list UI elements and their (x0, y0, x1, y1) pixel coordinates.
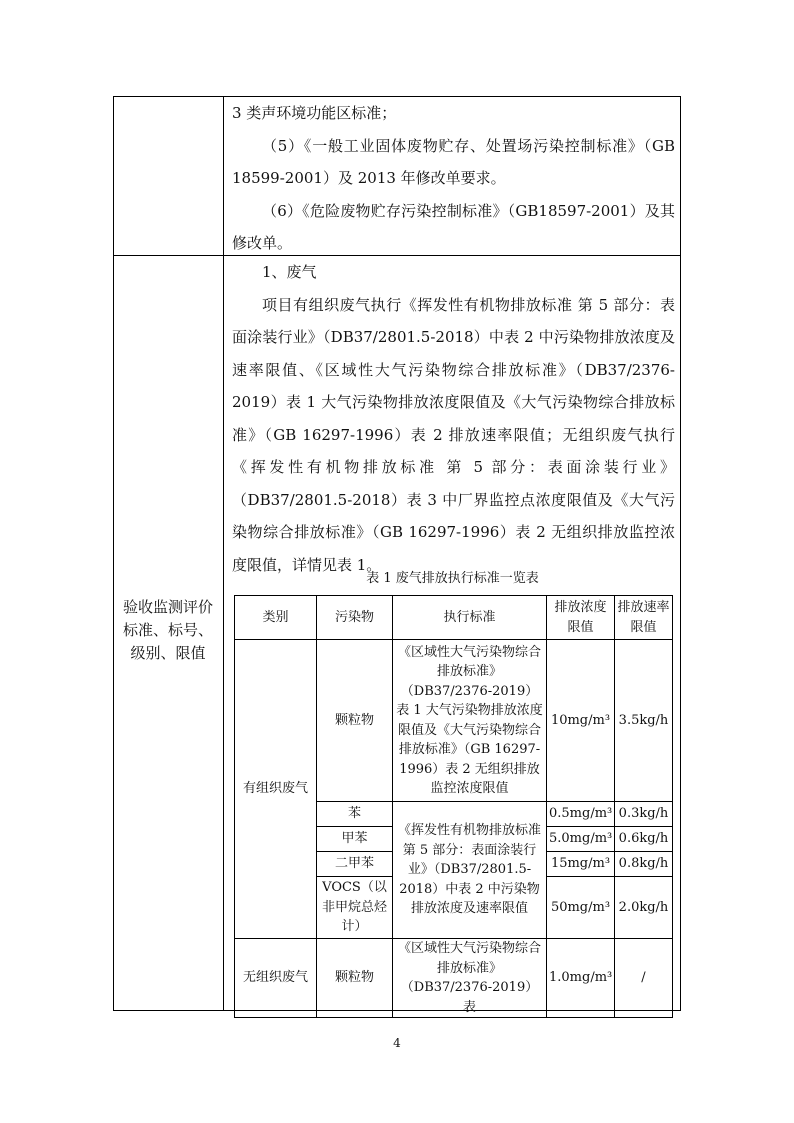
section-heading: 1、废气 (262, 263, 317, 281)
table-header-row (235, 596, 673, 640)
top-cell-item5: （5）《一般工业固体废物贮存、处置场污染控制标准》（GB 18599-2001）及 2013 年修改单要求。 (232, 136, 675, 187)
pollutant-cell: VOCS（以非甲烷总烃计） (317, 877, 393, 939)
rate-cell: / (615, 939, 673, 1018)
header-pollutant: 污染物 (317, 596, 393, 640)
table-caption: 表 1 废气排放执行标准一览表 (366, 571, 539, 586)
rate-cell: 0.6kg/h (615, 827, 673, 852)
pollutant-cell: 颗粒物 (317, 640, 393, 802)
top-cell-item6: （6）《危险废物贮存污染控制标准》（GB18597-2001）及其修改单。 (232, 201, 675, 252)
standard-cell: 《区域性大气污染物综合排放标准》（DB37/2376-2019）表 1 大气污染物排放浓度限值及《大气污染物综合排放标准》（GB 16297-1996）表 2 无组织排放监控浓度限值 (393, 640, 547, 802)
top-cell (232, 97, 675, 260)
pollutant-cell: 二甲苯 (317, 852, 393, 877)
left-label-line: 标准、标号、 (122, 621, 213, 639)
concentration-cell: 5.0mg/m³ (547, 827, 615, 852)
category-cell: 有组织废气 (235, 640, 317, 939)
header-category: 类别 (235, 596, 317, 640)
emission-standards-table (234, 595, 673, 1018)
pollutant-cell: 颗粒物 (317, 939, 393, 1018)
category-cell: 无组织废气 (235, 939, 317, 1018)
section-body (232, 256, 675, 581)
pollutant-cell: 甲苯 (317, 827, 393, 852)
concentration-cell: 1.0mg/m³ (547, 939, 615, 1018)
concentration-cell: 10mg/m³ (547, 640, 615, 802)
rate-cell: 3.5kg/h (615, 640, 673, 802)
pollutant-cell: 苯 (317, 802, 393, 827)
page-number: 4 (393, 1036, 401, 1050)
concentration-cell: 0.5mg/m³ (547, 802, 615, 827)
header-concentration: 排放浓度限值 (547, 596, 615, 640)
left-label-line: 级别、限值 (130, 644, 206, 662)
rate-cell: 0.8kg/h (615, 852, 673, 877)
header-standard: 执行标准 (393, 596, 547, 640)
standard-cell: 《挥发性有机物排放标准 第 5 部分：表面涂装行业》（DB37/2801.5-2018）中表 2 中污染物排放浓度及速率限值 (393, 802, 547, 939)
table-row (235, 640, 673, 802)
header-rate: 排放速率限值 (615, 596, 673, 640)
column-divider (223, 96, 224, 1011)
left-label-line: 验收监测评价 (122, 598, 213, 616)
rate-cell: 2.0kg/h (615, 877, 673, 939)
table-row (235, 939, 673, 1018)
standard-cell: 《区域性大气污染物综合排放标准》（DB37/2376-2019）表 (393, 939, 547, 1018)
section-paragraph: 项目有组织废气执行《挥发性有机物排放标准 第 5 部分：表面涂装行业》（DB37/2801.5-2018）中表 2 中污染物排放浓度及速率限值、《区域性大气污染物综合排放标准》（DB37/2376-2019）表 1 大气污染物排放浓度限值及《大气污染物综合排放标准》（GB 16297-1996）表 2 排放速率限值；无组织废气执行《挥发性有机物排放标准 第 5 部分：表面涂装行业》（DB37/2801.5-2018）表 3 中厂界监控点浓度限值及《大气污染物综合排放标准》（GB 16297-1996）表 2 无组织排放监控浓度限值，详情见表 1。 (232, 295, 675, 574)
concentration-cell: 50mg/m³ (547, 877, 615, 939)
concentration-cell: 15mg/m³ (547, 852, 615, 877)
top-cell-line1: 3 类声环境功能区标准； (232, 104, 397, 122)
rate-cell: 0.3kg/h (615, 802, 673, 827)
left-label (114, 596, 222, 665)
